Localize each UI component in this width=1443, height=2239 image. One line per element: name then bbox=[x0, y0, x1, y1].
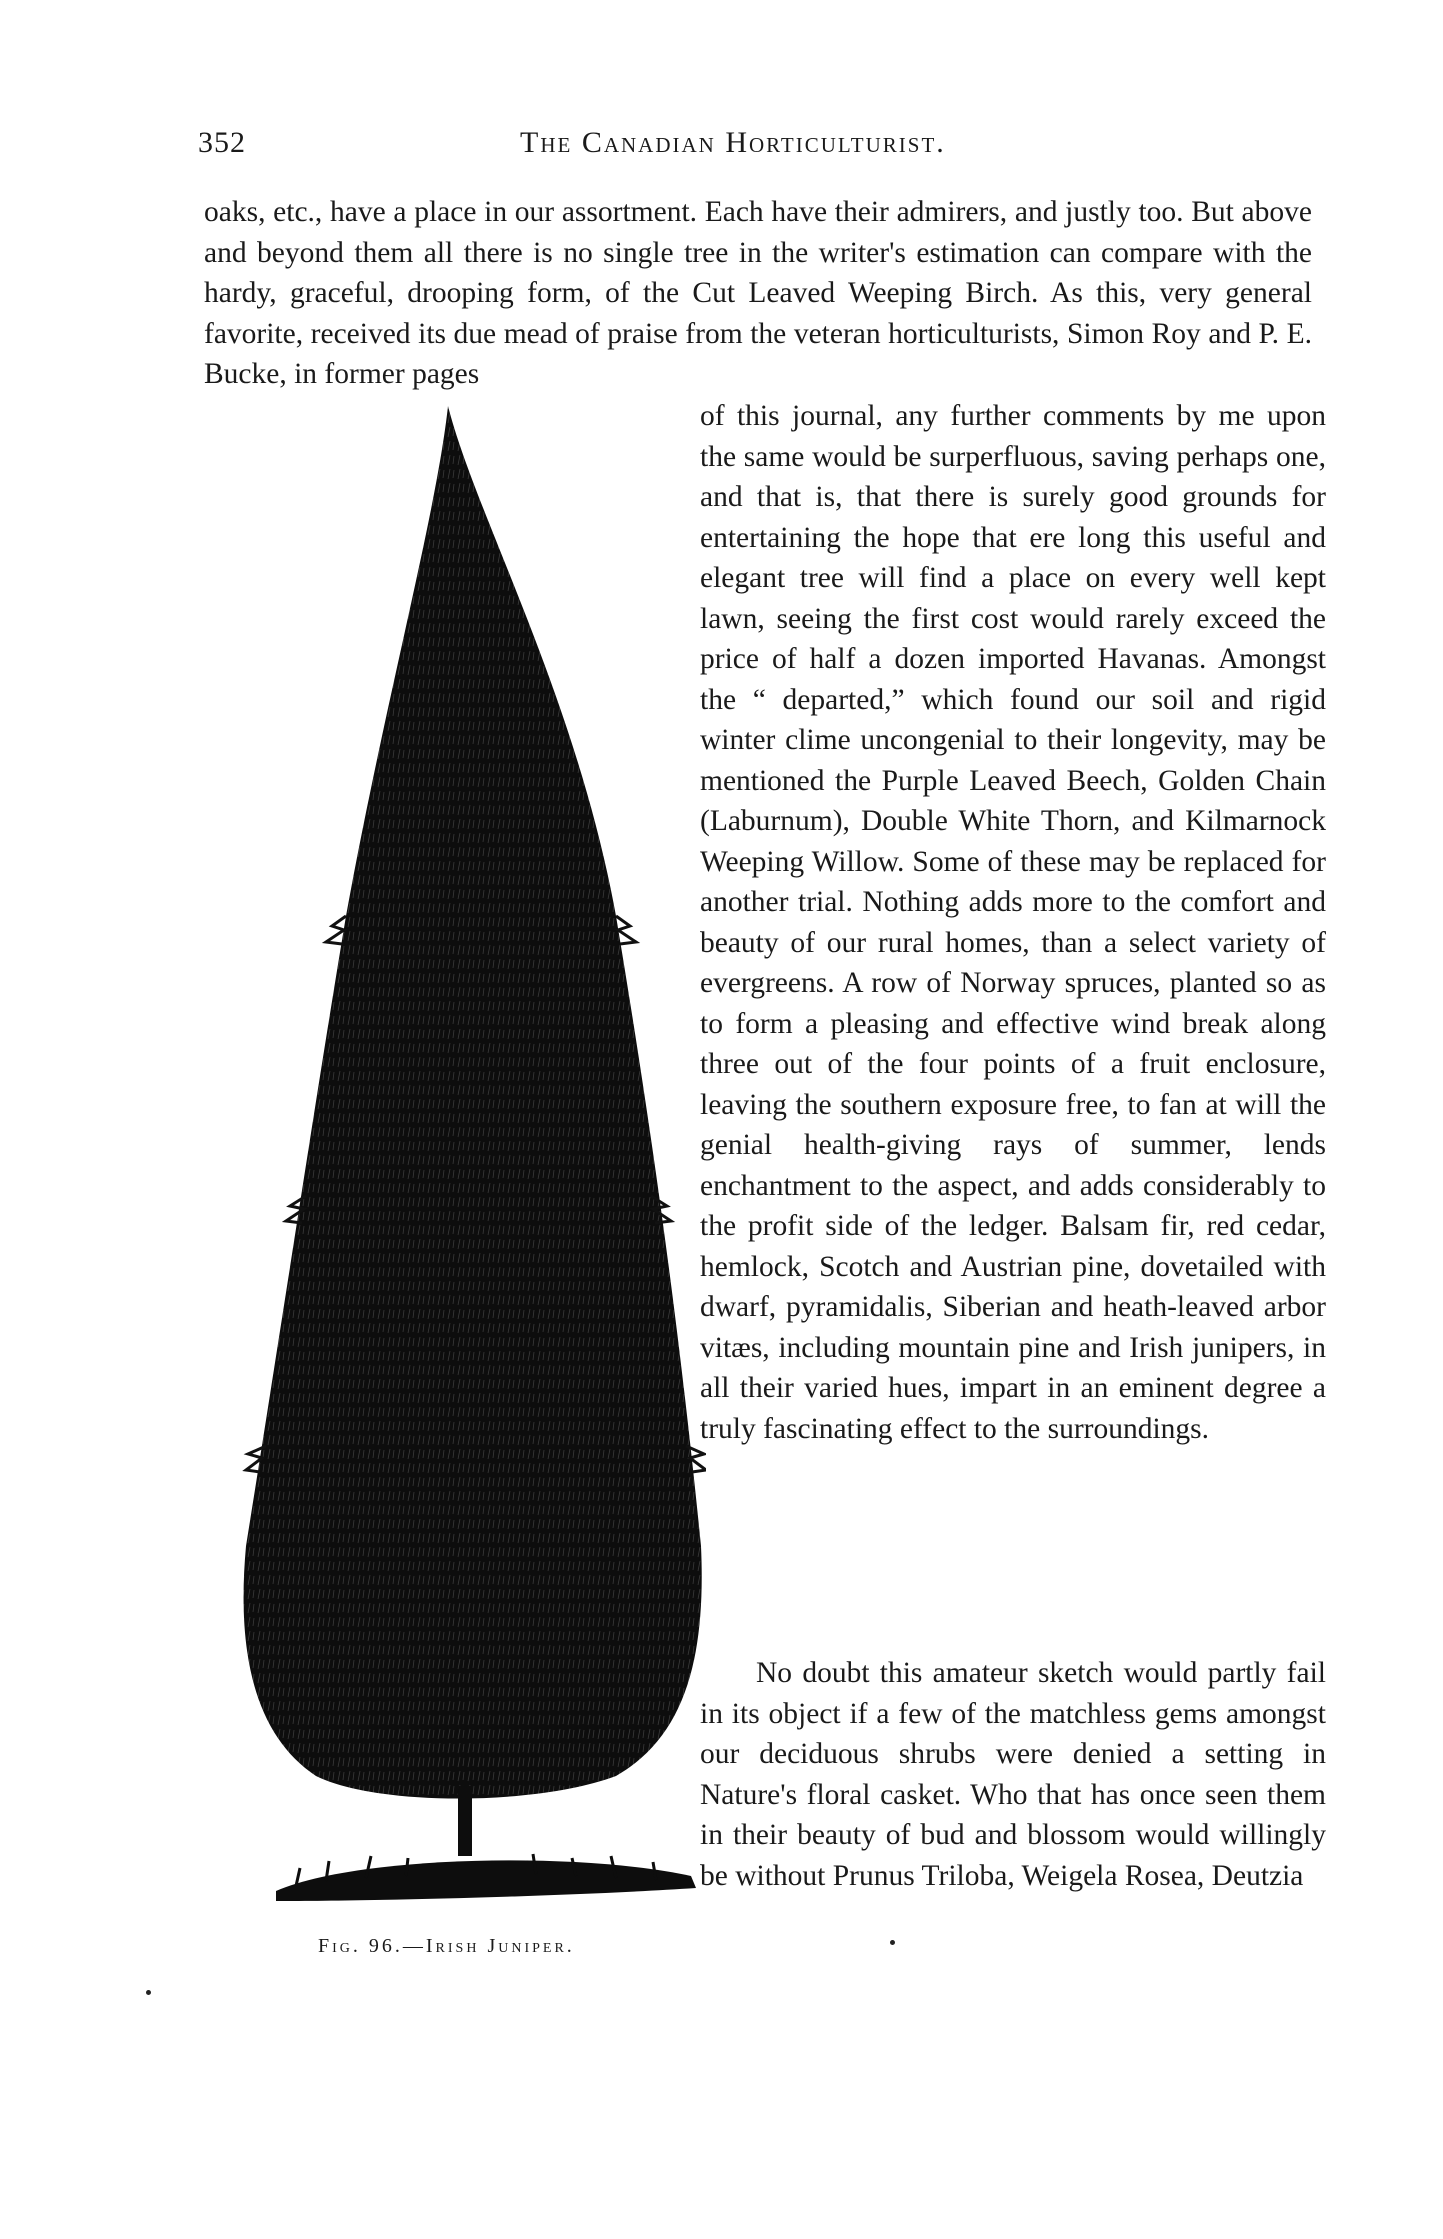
stray-mark bbox=[890, 1940, 895, 1945]
tree-crown bbox=[244, 406, 702, 1799]
paragraph-continued: of this journal, any further comments by me upon the same would be surperfluous, saving perhaps one, and that is, that there is surely good grounds for entertaining the hope that ere long this useful and elegant tree will find a place on every well kept lawn, seeing the first cost would rarely exceed the price of half a dozen imported Havanas. Amongst the “ departed,” which found our soil and rigid winter clime uncongenial to their longevity, may be mentioned the Purple Leaved Beech, Golden Chain (Laburnum), Double White Thorn, and Kilmarnock Weeping Willow. Some of these may be replaced for another trial. Nothing adds more to the comfort and beauty of our rural homes, than a select variety of evergreens. A row of Norway spruces, planted so as to form a pleasing and effective wind break along three out of the four points of a fruit enclosure, leaving the southern exposure free, to fan at will the genial health-giving rays of summer, lends enchantment to the aspect, and adds considerably to the profit side of the ledger. Balsam fir, red cedar, hemlock, Scotch and Austrian pine, dovetailed with dwarf, pyramidalis, Siberian and heath-leaved arbor vitæs, including mountain pine and Irish junipers, in all their varied hues, impart in an eminent degree a truly fascinating effect to the surroundings. bbox=[700, 400, 1326, 1445]
stray-mark bbox=[146, 1990, 151, 1995]
running-head: The Canadian Horticulturist. bbox=[520, 126, 946, 159]
page-number: 352 bbox=[198, 126, 246, 159]
irish-juniper-illustration bbox=[236, 396, 706, 1936]
paragraph-opening: oaks, etc., have a place in our assortment. Each have their admirers, and justly too. But above and beyond them all there is no single tree in the writer's estimation can compare with the hardy, graceful, drooping form, of the Cut Leaved Weeping Birch. As this, very general favorite, received its due mead of praise from the veteran horticulturists, Simon Roy and P. E. Bucke, in former pages bbox=[204, 196, 1312, 390]
ground-grass bbox=[276, 1860, 696, 1901]
paragraph-shrubs: No doubt this amateur sketch would partly fail in its object if a few of the matchless gems amongst our deciduous shrubs were denied a setting in Nature's floral casket. Who that has once seen them in their beauty of bud and blossom would willingly be without Prunus Triloba, Weigela Rosea, Deutzia bbox=[700, 1657, 1326, 1892]
tree-trunk bbox=[458, 1786, 472, 1856]
figure-caption: Fig. 96.—Irish Juniper. bbox=[318, 1935, 575, 1957]
